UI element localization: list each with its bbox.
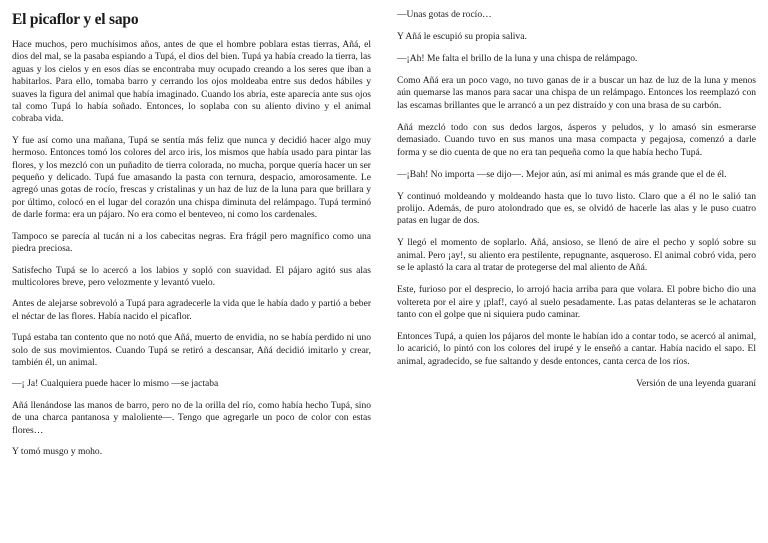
paragraph: Entonces Tupá, a quien los pájaros del monte le habían ido a contar todo, se acercó al animal, lo acarició, lo pintó con los colores del irupé y le enseñó a cantar. Había nacido el sapo. El animal, agradecido, se fue saltando y desde entonces, canta cerca de los ríos. — [397, 331, 756, 367]
story-title: El picaflor y el sapo — [12, 11, 139, 28]
paragraph: Antes de alejarse sobrevoló a Tupá para agradecerle la vida que le había dado y partió a beber el néctar de las flores. Había nacido el picaflor. — [12, 298, 371, 322]
paragraph: —¡Bah! No importa —se dijo—. Mejor aún, así mi animal es más grande que el de él. — [397, 168, 727, 180]
paragraph: Este, furioso por el desprecio, lo arrojó hacia arriba para que volara. El pobre bicho dio una voltereta por el aire y ¡plaf!, cayó al suelo pesadamente. Las patas delanteras se le achataron tanto con el golpe que ni siquiera pudo caminar. — [397, 284, 756, 321]
left-column — [12, 9, 375, 543]
paragraph: Y llegó el momento de soplarlo. Añá, ansioso, se llenó de aire el pecho y sopló sobre su animal. Pero ¡ay!, su aliento era pestilente, repugnante, asqueroso. El animal cobró vida, pero se le aplastó la cara al tratar de protegerse del mal aliento de Añá. — [397, 237, 756, 274]
paragraph: —Unas gotas de rocío… — [397, 9, 492, 20]
paragraph: Añá llenándose las manos de barro, pero no de la orilla del río, como había hecho Tupá, sino de una charca pantanosa y maloliente—. Tengo que agregarle un poco de color con estas flores… — [12, 399, 371, 436]
paragraph: —¡Ah! Me falta el brillo de la luna y una chispa de relámpago. — [397, 53, 638, 64]
paragraph: Y tomó musgo y moho. — [12, 445, 103, 457]
paragraph: Y fue así como una mañana, Tupá se sentía más feliz que nunca y decidió hacer algo muy hermoso. Entonces tomó los colores del arco iris, los mismos que había usado para pintar las flores, y los mezcló con un puñadito de tierra colorada, no mucha, porque quería hacer un ser pequeño y delicado. Tupá fue amasando la pasta con ternura, despacio, amorosamente. Le agregó unas gotas de rocío, frescas y cristalinas y un haz de luz de la luna para que brillara y por último, colocó en el lugar del corazón una chispa diminuta del relámpago. Tupá terminó de darle forma: era un pájaro. No era como el benteveo, ni como los cardenales. — [12, 134, 371, 221]
paragraph: Como Añá era un poco vago, no tuvo ganas de ir a buscar un haz de luz de la luna y menos aún quemarse las manos para sacar una chispa de un relámpago. Entonces los reemplazó con las escamas brillantes que le arrancó a un pez distraído y con una brasa de su carbón. — [397, 75, 756, 111]
paragraph: Satisfecho Tupá se lo acercó a los labios y sopló con suavidad. El pájaro agitó sus alas multicolores breve, pero velozmente y levantó vuelo. — [12, 264, 371, 288]
paragraph: —¡ Ja! Cualquiera puede hacer lo mismo —se jactaba — [12, 378, 219, 390]
paragraph: Y continuó moldeando y moldeando hasta que lo tuvo listo. Claro que a él no le salió tan prolijo. Además, de puro atolondrado que es, se olvidó de hacerle las alas y le puso cuatro patas en lugar de dos. — [397, 190, 756, 227]
paragraph: Hace muchos, pero muchísimos años, antes de que el hombre poblara estas tierras, Añá, el dios del mal, se la pasaba espiando a Tupá, el dios del bien. Tupá ya había creado la tierra, las aguas y los cielos y en esos días se encontraba muy ocupado creando a los seres que iban a habitarlos. Para ello, tomaba barro y cerrando los ojos moldeaba entre sus dedos hábiles y suaves la figura del animal que había imaginado. Cuando los abría, este aparecía ante sus ojos tal como Tupá lo había soñado. Entonces, lo soplaba con su aliento divino y el animal cobraba vida. — [12, 39, 371, 125]
paragraph: Tupá estaba tan contento que no notó que Añá, muerto de envidia, no se había perdido ni uno solo de sus movimientos. Cuando Tupá se retiró a descansar, Añá decidió imitarlo y crear, también él, un animal. — [12, 332, 371, 368]
source-credit: Versión de una leyenda guaraní — [636, 377, 756, 389]
paragraph: Tampoco se parecía al tucán ni a los cabecitas negras. Era frágil pero magnífico como una piedra preciosa. — [12, 230, 371, 255]
paragraph: Y Añá le escupió su propia saliva. — [397, 31, 527, 42]
right-column — [393, 9, 756, 543]
paragraph: Añá mezcló todo con sus dedos largos, ásperos y peludos, y lo amasó sin esmerarse demasiado. Cuando tuvo en sus manos una masa compacta y pegajosa, comenzó a darle forma y se dio cuenta de que no era tan pequeña como la que había hecho Tupá. — [397, 121, 756, 158]
